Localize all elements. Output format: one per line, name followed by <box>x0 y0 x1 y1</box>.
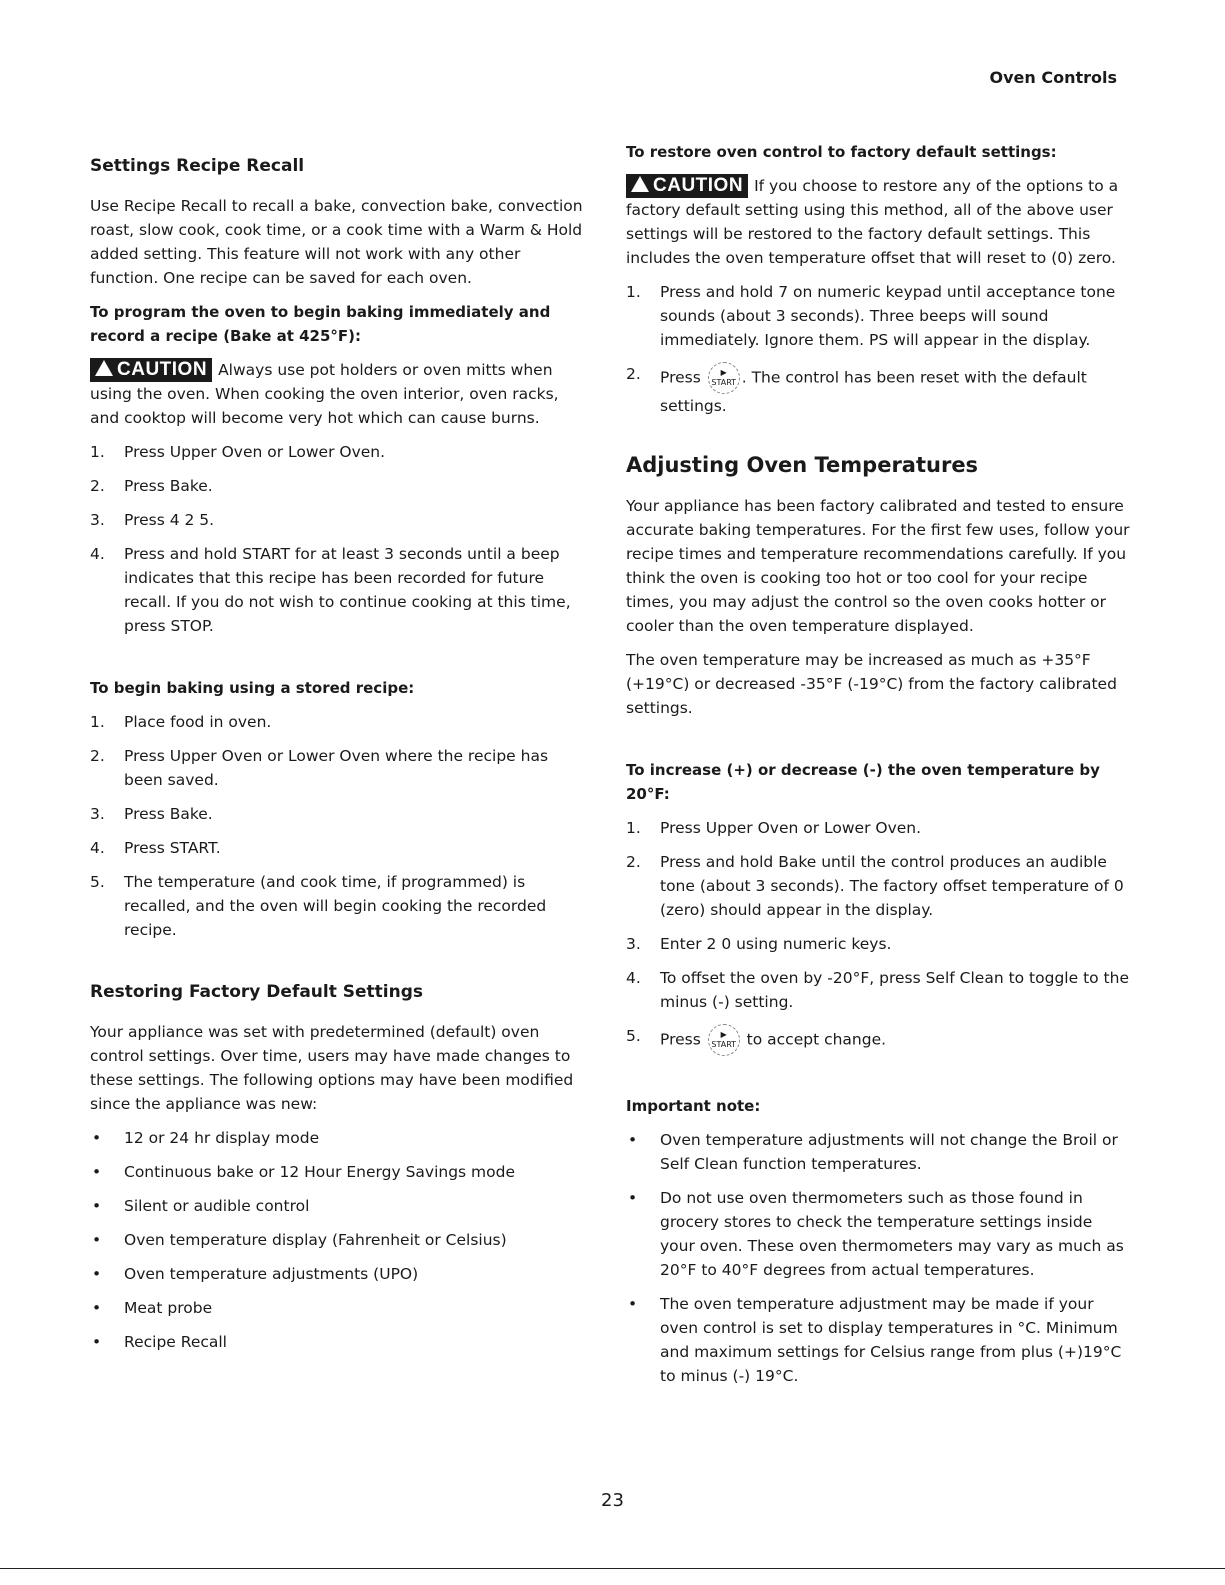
restore-heading: Restoring Factory Default Settings <box>90 982 424 1002</box>
list-item: • Meat probe <box>92 1299 213 1317</box>
restore-options-list <box>90 1126 590 1354</box>
list-item: 1. Press and hold 7 on numeric keypad until acceptance tone sounds (about 3 seconds). Three beeps will sound immediately. Ignore them. PS will appear in the display. <box>626 283 1116 349</box>
recipe-recall-heading: Settings Recipe Recall <box>90 156 305 176</box>
list-item: • Oven temperature adjustments (UPO) <box>92 1265 419 1283</box>
start-button-icon: ▶ START <box>708 1024 740 1056</box>
list-item: 5. The temperature (and cook time, if programmed) is recalled, and the oven will begin cooking the recorded recipe. <box>90 873 547 939</box>
running-header: Oven Controls <box>989 68 1117 87</box>
program-steps <box>90 440 590 638</box>
caution-paragraph-left <box>90 358 590 430</box>
list-item: 3. Press Bake. <box>90 805 213 823</box>
list-item: 2. Press Bake. <box>90 477 213 495</box>
list-item: • 12 or 24 hr display mode <box>92 1129 320 1147</box>
adjust-para-1: Your appliance has been factory calibrated and tested to ensure accurate baking temperatures. For the first few uses, follow your recipe times and temperature recommendations carefully. If you think the oven is cooking too hot or too cool for your recipe times, you may adjust the control so the oven cooks hotter or cooler than the oven temperature displayed. <box>626 497 1130 635</box>
stored-recipe-steps <box>90 710 590 942</box>
adjust-para-2: The oven temperature may be increased as much as +35°F (+19°C) or decreased -35°F (-19°C) from the factory calibrated settings. <box>626 651 1117 717</box>
caution-text: Always use pot holders or oven mitts when using the oven. When cooking the oven interior, oven racks, and cooktop will become very hot which can cause burns. <box>90 361 559 427</box>
list-item: 1. Press Upper Oven or Lower Oven. <box>626 819 922 837</box>
restore-steps <box>626 280 1131 418</box>
warning-icon <box>631 176 649 192</box>
list-item: 4. To offset the oven by -20°F, press Self Clean to toggle to the minus (-) setting. <box>626 969 1129 1011</box>
list-item: • Oven temperature adjustments will not change the Broil or Self Clean function temperatures. <box>628 1131 1118 1173</box>
adjust-steps <box>626 816 1131 1056</box>
adjust-subheading: To increase (+) or decrease (-) the oven temperature by 20°F: <box>626 761 1100 803</box>
page-number: 23 <box>601 1490 624 1511</box>
list-item: 2. Press ▶ START . The control has been reset with the default settings. <box>626 362 1131 418</box>
list-item: • Recipe Recall <box>92 1333 227 1351</box>
caution-paragraph-right <box>626 174 1131 270</box>
caution-badge: CAUTION <box>626 174 748 198</box>
warning-icon <box>95 360 113 376</box>
important-note-subheading: Important note: <box>626 1097 761 1115</box>
list-item: 3. Enter 2 0 using numeric keys. <box>626 935 892 953</box>
program-subheading: To program the oven to begin baking immediately and record a recipe (Bake at 425°F): <box>90 303 551 345</box>
right-column <box>626 140 1131 1398</box>
list-item: • Do not use oven thermometers such as those found in grocery stores to check the temperature settings inside your oven. These oven thermometers may vary as much as 20°F to 40°F degrees from actual temperatures. <box>628 1189 1124 1279</box>
list-item: • Continuous bake or 12 Hour Energy Savings mode <box>92 1163 516 1181</box>
caution-text: If you choose to restore any of the options to a factory default setting using this method, all of the above user settings will be restored to the factory default settings. This includes the oven temperature offset that will reset to (0) zero. <box>626 177 1119 267</box>
adjust-heading: Adjusting Oven Temperatures <box>626 453 979 477</box>
list-item: 2. Press Upper Oven or Lower Oven where the recipe has been saved. <box>90 747 549 789</box>
restore-intro: Your appliance was set with predetermined (default) oven control settings. Over time, users may have made changes to these settings. The following options may have been modified since the appliance was new: <box>90 1023 574 1113</box>
list-item: 3. Press 4 2 5. <box>90 511 215 529</box>
start-button-icon: ▶ START <box>708 362 740 394</box>
list-item: • Oven temperature display (Fahrenheit or Celsius) <box>92 1231 507 1249</box>
list-item: 1. Place food in oven. <box>90 713 272 731</box>
bottom-rule <box>0 1568 1225 1569</box>
left-column <box>90 140 590 1364</box>
recipe-recall-intro: Use Recipe Recall to recall a bake, convection bake, convection roast, slow cook, cook time, or a cook time with a Warm & Hold added setting. This feature will not work with any other function. One recipe can be saved for each oven. <box>90 197 583 287</box>
list-item: 5. Press ▶ START to accept change. <box>626 1024 1131 1056</box>
list-item: 1. Press Upper Oven or Lower Oven. <box>90 443 386 461</box>
important-notes-list <box>626 1128 1131 1388</box>
restore-default-subheading: To restore oven control to factory default settings: <box>626 143 1057 161</box>
list-item: 4. Press START. <box>90 839 221 857</box>
stored-recipe-subheading: To begin baking using a stored recipe: <box>90 679 415 697</box>
list-item: 4. Press and hold START for at least 3 seconds until a beep indicates that this recipe has been recorded for future recall. If you do not wish to continue cooking at this time, press STOP. <box>90 545 571 635</box>
list-item: 2. Press and hold Bake until the control produces an audible tone (about 3 seconds). The factory offset temperature of 0 (zero) should appear in the display. <box>626 853 1124 919</box>
caution-badge: CAUTION <box>90 358 212 382</box>
list-item: • The oven temperature adjustment may be made if your oven control is set to display temperatures in °C. Minimum and maximum settings for Celsius range from plus (+)19°C to minus (-) 19°C. <box>628 1295 1122 1385</box>
list-item: • Silent or audible control <box>92 1197 310 1215</box>
